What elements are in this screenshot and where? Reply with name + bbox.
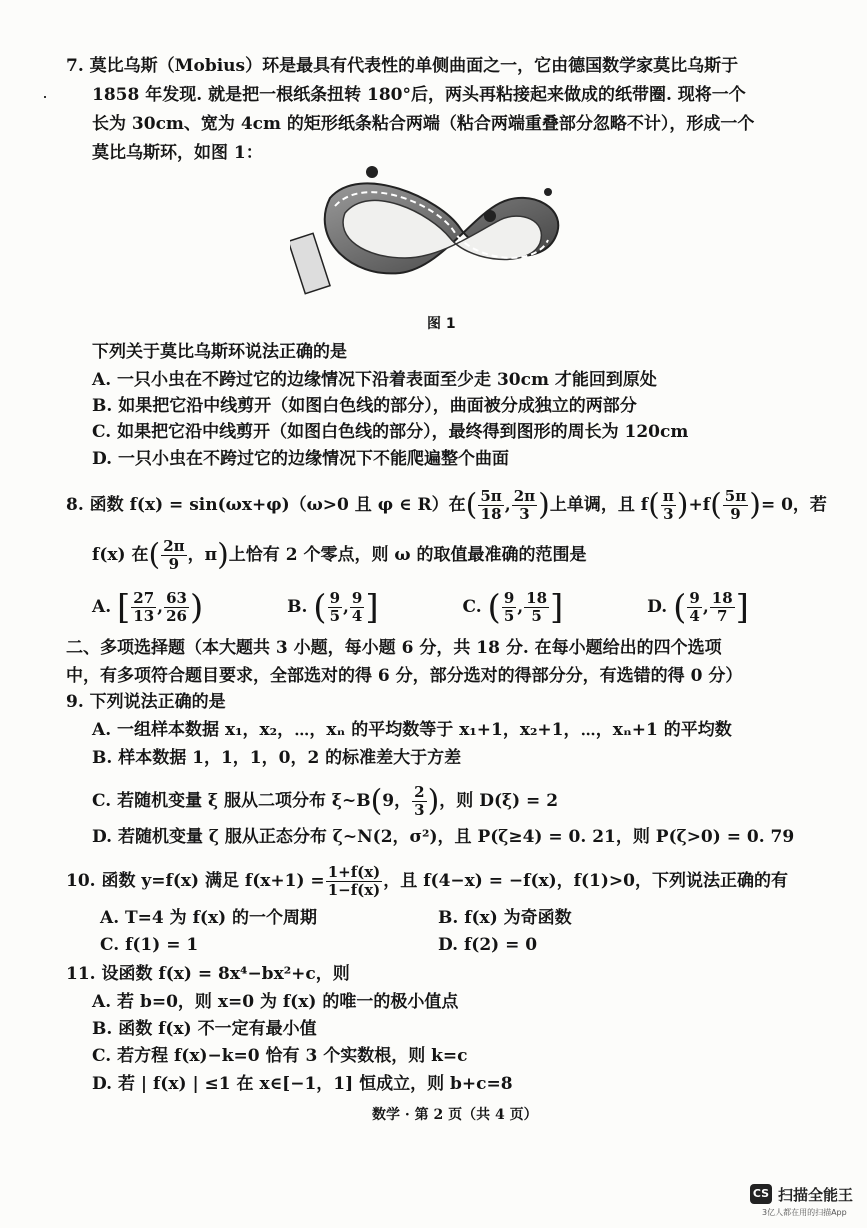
numerator: 9: [689, 589, 700, 607]
open-paren: (: [487, 587, 501, 628]
q8-text-7: 上恰有 2 个零点，则 ω 的取值最准确的范围是: [228, 545, 587, 565]
q10-option-c: C. f(1) = 1: [100, 935, 199, 955]
numerator: 2π: [513, 487, 536, 505]
section2-header-2: 中，有多项符合题目要求，全部选对的得 6 分，部分选对的得部分分，有选错的得 0 分）: [66, 666, 743, 686]
q7-option-b: B. 如果把它沿中线剪开（如图白色线的部分），曲面被分成独立的两部分: [92, 396, 637, 416]
denominator: 26: [166, 607, 187, 625]
fraction-pi-3: [661, 488, 676, 523]
fraction-2pi-9: [161, 538, 186, 573]
close-paren: ): [217, 537, 229, 573]
page-footer: 数学 · 第 2 页（共 4 页）: [372, 1107, 538, 1123]
numerator: 27: [133, 589, 155, 607]
fraction: [710, 590, 735, 625]
q10-option-d: D. f(2) = 0: [438, 935, 538, 955]
fraction: [502, 590, 516, 625]
q8-option-c: C. ( $\frac{9}{5}$ , $\frac{18}{5}$ ]: [462, 587, 564, 628]
figure-caption: 图 1: [427, 316, 456, 332]
option-label: A.: [92, 597, 112, 617]
numerator: 9: [503, 589, 515, 607]
fraction: [524, 590, 549, 625]
denominator: 13: [133, 607, 155, 625]
watermark-app-name: 扫描全能王: [778, 1186, 854, 1204]
denominator: 4: [689, 607, 700, 625]
fraction: [164, 590, 189, 625]
denominator: 9: [168, 555, 180, 573]
fraction: [328, 590, 342, 625]
close-paren: ): [749, 487, 761, 523]
fraction: [131, 590, 156, 625]
fraction-5pi-9: [723, 488, 748, 523]
fraction-5pi-18: [478, 488, 503, 523]
q9-c-text-3: ，则 D(ξ) = 2: [439, 791, 559, 811]
q8-line-2: [92, 538, 586, 573]
q11-stem: 11. 设函数 f(x) = 8x⁴−bx²+c，则: [66, 964, 350, 984]
watermark-tagline: 3亿人都在用的扫描App: [762, 1208, 847, 1217]
close-bracket: ]: [735, 587, 749, 628]
denominator: 1−f(x): [327, 881, 381, 899]
open-paren: (: [465, 487, 478, 523]
q8-text-4: = 0，若: [760, 495, 827, 515]
q8-text-6: ，π: [187, 545, 218, 565]
q7-option-c: C. 如果把它沿中线剪开（如图白色线的部分），最终得到图形的周长为 120cm: [92, 422, 689, 442]
q7-line-2: 1858 年发现. 就是把一根纸条扭转 180°后，两头再粘接起来做成的纸带圈. 现将一个: [92, 85, 746, 105]
q8-option-a: A. [ $\frac{27}{13}$ , $\frac{63}{26}$ ): [92, 587, 204, 628]
q11-option-a: A. 若 b=0，则 x=0 为 f(x) 的唯一的极小值点: [92, 992, 459, 1012]
q8-line-1: 8. 函数 f(x) = sin(ωx+φ)（ω>0 且 φ ∈ R）在( $\frac{5\pi}{18}$ , $\frac{2\pi}{3}$ )上单调，且 f( $\frac{\pi}{3}$ )+f( $\frac{5\pi}{9}$ )= 0，若: [66, 487, 827, 523]
section2-header-1: 二、多项选择题（本大题共 3 小题，每小题 6 分，共 18 分. 在每小题给出的四个选项: [66, 638, 722, 658]
close-paren: ): [189, 587, 204, 628]
numerator: 9: [351, 589, 363, 607]
close-paren: ): [676, 487, 689, 523]
numerator: 2: [414, 783, 425, 801]
q9-c-text-2: 9，: [382, 791, 412, 811]
close-paren: ): [538, 487, 550, 523]
denominator: 3: [519, 505, 530, 523]
q8-option-b: B. ( $\frac{9}{5}$ , $\frac{9}{4}$ ]: [287, 587, 379, 628]
open-paren: (: [148, 537, 161, 573]
q7-line-1: 7. 莫比乌斯（Mobius）环是最具有代表性的单侧曲面之一，它由德国数学家莫比乌斯于: [66, 56, 739, 76]
numerator: 18: [526, 589, 548, 607]
q10-text-2: ，且 f(4−x) = −f(x)，f(1)>0，下列说法正确的有: [383, 871, 788, 891]
q11-option-d: D. 若 | f(x) | ≤1 在 x∈[−1，1] 恒成立，则 b+c=8: [92, 1074, 513, 1094]
numerator: π: [662, 487, 674, 505]
q8-text-3: +f: [688, 495, 711, 515]
denominator: 18: [480, 505, 502, 523]
numerator: 63: [166, 589, 187, 607]
fraction-2-3: [412, 784, 426, 819]
q11-option-b: B. 函数 f(x) 不一定有最小值: [92, 1019, 317, 1039]
camscanner-logo-icon: CS: [750, 1184, 772, 1204]
q9-option-c: [92, 784, 558, 819]
close-paren: ): [427, 783, 440, 819]
q8-option-d: D. ( $\frac{9}{4}$ , $\frac{18}{7}$ ]: [647, 587, 749, 628]
denominator: 3: [414, 801, 425, 819]
open-paren: (: [313, 587, 327, 628]
open-paren: (: [370, 783, 383, 819]
q10-option-a: A. T=4 为 f(x) 的一个周期: [100, 908, 318, 928]
q7-stem: 下列关于莫比乌斯环说法正确的是: [92, 342, 347, 362]
q9-option-a: A. 一组样本数据 x₁，x₂，⋯，xₙ 的平均数等于 x₁+1，x₂+1，⋯，xₙ+1 的平均数: [92, 720, 732, 740]
denominator: 7: [716, 607, 728, 625]
option-label: B.: [287, 597, 308, 617]
numerator: 5π: [480, 487, 502, 505]
fraction: [350, 590, 364, 625]
q11-option-c: C. 若方程 f(x)−k=0 恰有 3 个实数根，则 k=c: [92, 1046, 468, 1066]
q10-text-1: 10. 函数 y=f(x) 满足 f(x+1) =: [66, 871, 325, 891]
q7-line-4: 莫比乌斯环，如图 1：: [92, 143, 263, 163]
close-bracket: ]: [365, 587, 379, 628]
denominator: 4: [351, 607, 363, 625]
open-bracket: [: [117, 587, 131, 628]
fraction-recurrence: [326, 864, 383, 899]
open-paren: (: [648, 487, 660, 523]
q10-option-b: B. f(x) 为奇函数: [438, 908, 572, 928]
q8-text-5: f(x) 在: [92, 545, 149, 565]
numerator: 1+f(x): [327, 863, 381, 881]
q9-c-text-1: C. 若随机变量 ξ 服从二项分布 ξ~B: [92, 791, 371, 811]
option-label: C.: [462, 597, 482, 617]
q8-text-1: 8. 函数 f(x) = sin(ωx+φ)（ω>0 且 φ ∈ R）在: [66, 495, 466, 515]
numerator: 2π: [163, 537, 185, 555]
close-bracket: ]: [550, 587, 564, 628]
open-paren: (: [673, 587, 687, 628]
denominator: 5: [329, 607, 340, 625]
scan-speck: [44, 96, 46, 98]
open-paren: (: [710, 487, 722, 523]
q8-text-2: 上单调，且 f: [549, 495, 649, 515]
numerator: 18: [711, 589, 733, 607]
denominator: 3: [663, 505, 674, 523]
numerator: 9: [329, 589, 340, 607]
numerator: 5π: [724, 487, 747, 505]
q9-option-d: D. 若随机变量 ζ 服从正态分布 ζ~N(2，σ²)，且 P(ζ≥4) = 0. 21，则 P(ζ>0) = 0. 79: [92, 827, 795, 847]
mobius-strip-figure: [290, 158, 580, 308]
denominator: 5: [503, 607, 515, 625]
q9-stem: 9. 下列说法正确的是: [66, 692, 226, 712]
denominator: 5: [531, 607, 542, 625]
fraction: [687, 590, 701, 625]
q7-line-3: 长为 30cm、宽为 4cm 的矩形纸条粘合两端（粘合两端重叠部分忽略不计），形成一个: [92, 114, 755, 134]
denominator: 9: [730, 505, 741, 523]
fraction-2pi-3: [512, 488, 537, 523]
q7-option-a: A. 一只小虫在不跨过它的边缘情况下沿着表面至少走 30cm 才能回到原处: [92, 370, 657, 390]
q7-option-d: D. 一只小虫在不跨过它的边缘情况下不能爬遍整个曲面: [92, 449, 509, 469]
q8-options: [92, 587, 749, 628]
q9-option-b: B. 样本数据 1，1，1，0，2 的标准差大于方差: [92, 748, 462, 768]
q10-stem: [66, 864, 788, 899]
option-label: D.: [647, 597, 668, 617]
